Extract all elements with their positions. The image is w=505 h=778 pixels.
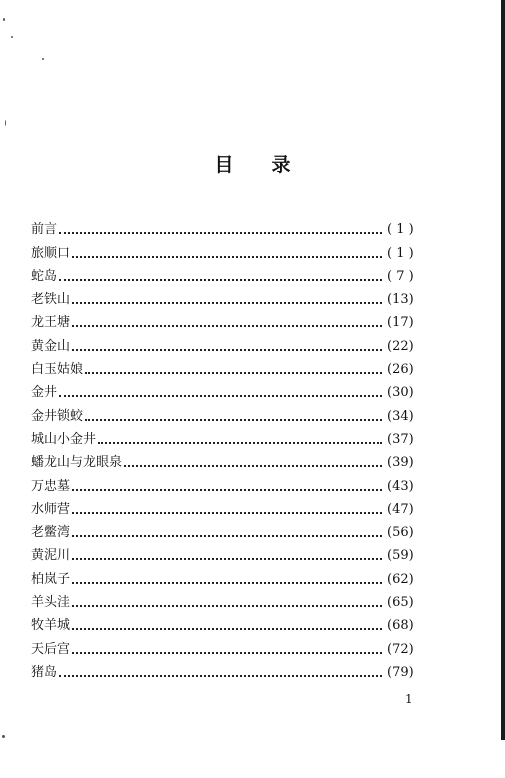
toc-entry-page: (39) (387, 455, 414, 471)
toc-entry-label: 金井 (31, 385, 58, 401)
toc-entry-label: 猪岛 (31, 664, 58, 680)
toc-entry-label: 黄金山 (31, 338, 71, 354)
toc-entry-page: (79) (387, 664, 414, 680)
toc-entry-page: ( 1 ) (387, 245, 414, 261)
toc-entry[interactable] (31, 658, 431, 681)
toc-entry[interactable] (31, 425, 431, 448)
toc-entry-page: ( 7 ) (387, 268, 414, 284)
scan-speck (3, 18, 5, 21)
toc-entry-page: (62) (387, 571, 414, 587)
dot-leader (72, 652, 382, 654)
toc-entry[interactable] (31, 588, 431, 611)
toc-entry-label: 牧羊城 (31, 618, 71, 634)
toc-entry-label: 城山小金井 (31, 431, 97, 447)
toc-entry-label: 天后宫 (31, 641, 71, 657)
toc-entry[interactable] (31, 401, 431, 424)
dot-leader (72, 535, 382, 537)
dot-leader (59, 232, 382, 234)
dot-leader (72, 512, 382, 514)
dot-leader (72, 628, 382, 630)
toc-entry[interactable] (31, 518, 431, 541)
toc-entry[interactable] (31, 238, 431, 261)
toc-entry-page: (17) (387, 315, 414, 331)
toc-entry[interactable] (31, 471, 431, 494)
toc-entry-page: (37) (387, 431, 414, 447)
dot-leader (59, 395, 382, 397)
toc-entry-label: 水师营 (31, 501, 71, 517)
toc-entry-label: 金井锁蛟 (31, 408, 84, 424)
toc-entry-label: 白玉姑娘 (31, 362, 84, 378)
toc-entry-label: 羊头洼 (31, 595, 71, 611)
toc-entry[interactable] (31, 331, 431, 354)
toc-entry-page: (26) (387, 362, 414, 378)
toc-entry-label: 前言 (31, 222, 58, 238)
toc-entry-page: (68) (387, 618, 414, 634)
toc-entry[interactable] (31, 215, 431, 238)
dot-leader (72, 349, 382, 351)
toc-entry-page: (47) (387, 501, 414, 517)
scan-speck (42, 58, 44, 60)
dot-leader (72, 605, 382, 607)
toc-entry[interactable] (31, 541, 431, 564)
toc-entry-page: (43) (387, 478, 414, 494)
toc-entry[interactable] (31, 378, 431, 401)
title-char-1: 目 (214, 154, 234, 176)
toc-entry-page: (65) (387, 595, 414, 611)
toc-entry-label: 旅顺口 (31, 245, 71, 261)
dot-leader (72, 302, 382, 304)
toc-entry-page: ( 1 ) (387, 222, 414, 238)
dot-leader (59, 675, 382, 677)
scan-speck (2, 735, 5, 738)
toc-entry-label: 万忠墓 (31, 478, 71, 494)
toc-entry-label: 柏岚子 (31, 571, 71, 587)
toc-entry[interactable] (31, 495, 431, 518)
title-char-2: 录 (271, 154, 291, 176)
toc-entry[interactable] (31, 308, 431, 331)
toc-entry[interactable] (31, 634, 431, 657)
dot-leader (85, 372, 382, 374)
dot-leader (72, 489, 382, 491)
toc-entry-page: (56) (387, 525, 414, 541)
dot-leader (72, 558, 382, 560)
toc-entry-label: 龙王塘 (31, 315, 71, 331)
dot-leader (59, 279, 382, 281)
table-of-contents (31, 215, 431, 681)
toc-entry[interactable] (31, 448, 431, 471)
toc-entry[interactable] (31, 564, 431, 587)
toc-entry[interactable] (31, 262, 431, 285)
toc-entry[interactable] (31, 285, 431, 308)
toc-entry-label: 老铁山 (31, 292, 71, 308)
toc-entry[interactable] (31, 611, 431, 634)
toc-entry-page: (59) (387, 548, 414, 564)
page-title (0, 150, 505, 177)
toc-entry[interactable] (31, 355, 431, 378)
dot-leader (98, 442, 382, 444)
toc-entry-label: 老鳖湾 (31, 525, 71, 541)
dot-leader (85, 419, 382, 421)
toc-entry-page: (72) (387, 641, 414, 657)
page-edge-shadow (501, 0, 505, 740)
toc-entry-page: (30) (387, 385, 414, 401)
dot-leader (72, 325, 382, 327)
scan-speck (11, 36, 13, 38)
dot-leader (124, 465, 382, 467)
toc-entry-label: 蛇岛 (31, 268, 58, 284)
page-number: 1 (405, 692, 413, 706)
toc-entry-label: 蟠龙山与龙眼泉 (31, 455, 123, 471)
dot-leader (72, 256, 382, 258)
dot-leader (72, 582, 382, 584)
scan-speck (5, 120, 6, 126)
toc-entry-page: (22) (387, 338, 414, 354)
toc-entry-label: 黄泥川 (31, 548, 71, 564)
toc-entry-page: (34) (387, 408, 414, 424)
toc-entry-page: (13) (387, 292, 414, 308)
